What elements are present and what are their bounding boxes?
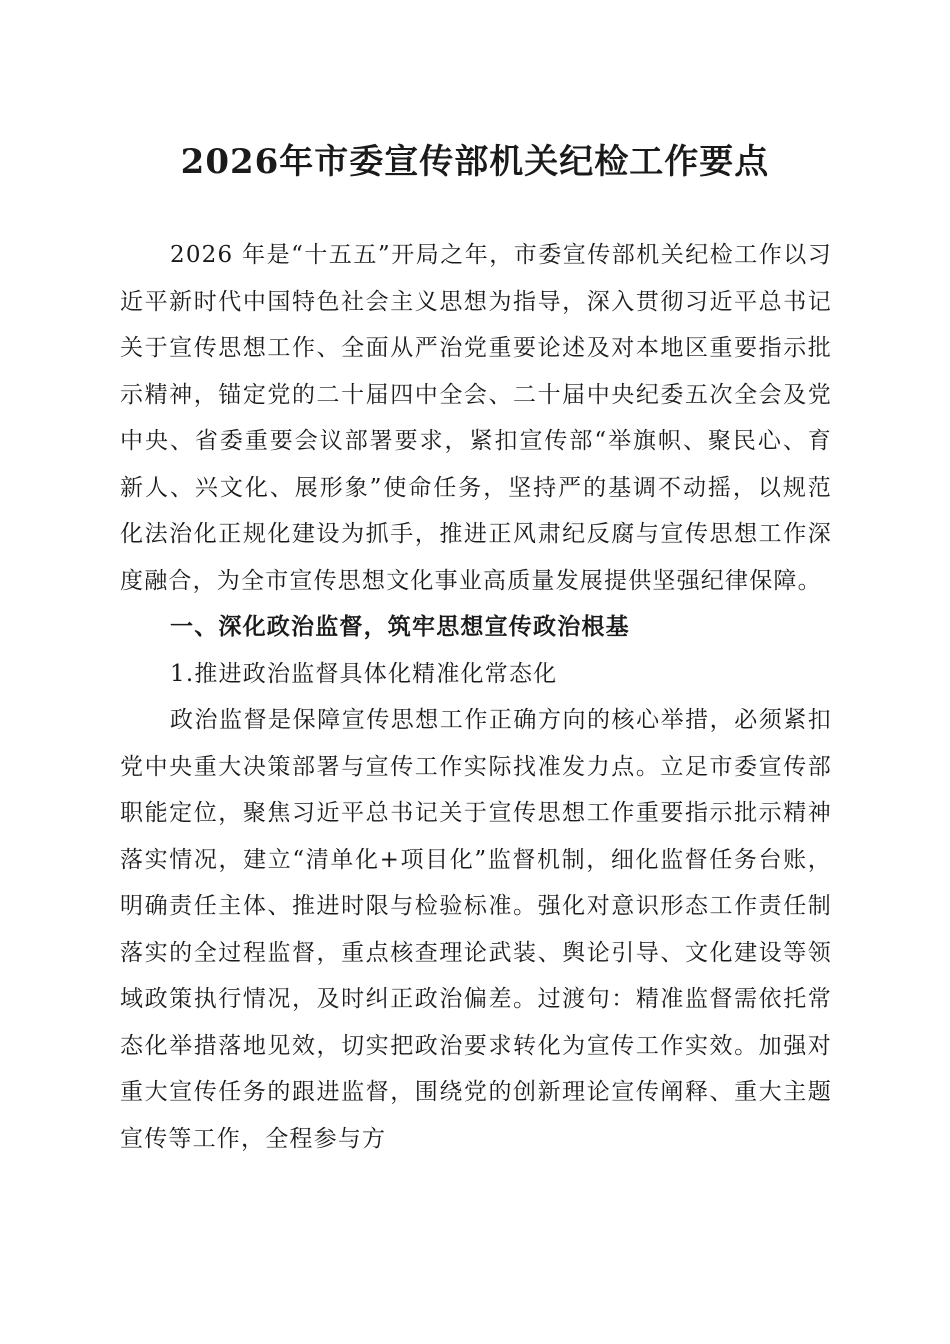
document-title: 2026年市委宣传部机关纪检工作要点 bbox=[180, 142, 770, 182]
subsection-paragraph-1-1: 政治监督是保障宣传思想工作正确方向的核心举措，必须紧扣党中央重大决策部署与宣传工作实际找准发力点。立足市委宣传部职能定位，聚焦习近平总书记关于宣传思想工作重要指示批示精神落实情况，建立“清单化+项目化”监督机制，细化监督任务台账，明确责任主体、推进时限与检验标准。强化对意识形态工作责任制落实的全过程监督，重点核查理论武装、舆论引导、文化建设等领域政策执行情况，及时纠正政治偏差。过渡句：精准监督需依托常态化举措落地见效，切实把政治要求转化为宣传工作实效。加强对重大宣传任务的跟进监督，围绕党的创新理论宣传阐释、重大主题宣传等工作，全程参与方 bbox=[120, 707, 832, 1152]
section-heading-1: 一、深化政治监督，筑牢思想宣传政治根基 bbox=[170, 614, 630, 640]
intro-paragraph: 2026 年是“十五五”开局之年，市委宣传部机关纪检工作以习近平新时代中国特色社会主义思想为指导，深入贯彻习近平总书记关于宣传思想工作、全面从严治党重要论述及对本地区重要指示批示精神，锚定党的二十届四中全会、二十届中央纪委五次全会及党中央、省委重要会议部署要求，紧扣宣传部“举旗帜、聚民心、育新人、兴文化、展形象”使命任务，坚持严的基调不动摇，以规范化法治化正规化建设为抓手，推进正风肃纪反腐与宣传思想工作深度融合，为全市宣传思想文化事业高质量发展提供坚强纪律保障。 bbox=[120, 242, 832, 594]
subsection-heading-1-1: 1.推进政治监督具体化精准化常态化 bbox=[170, 660, 558, 687]
document-body bbox=[120, 232, 832, 1162]
